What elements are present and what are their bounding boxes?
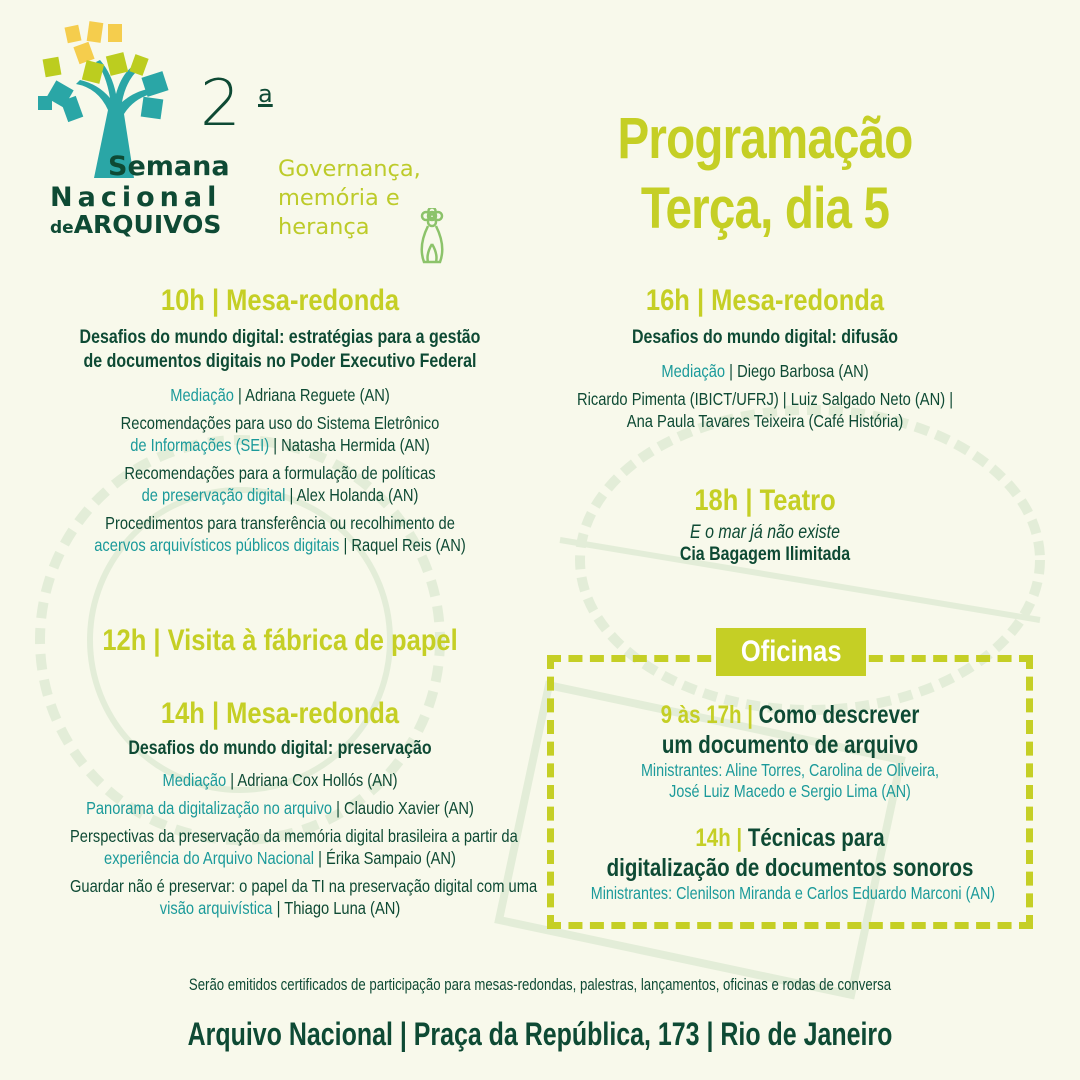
mediation-line: Mediação | Diego Barbosa (AN) <box>661 361 869 381</box>
session-heading: 16h | Mesa-redonda <box>645 284 885 317</box>
logo-line-arquivos: deARQUIVOS <box>50 210 222 239</box>
session-18h <box>540 484 990 566</box>
session-heading: 14h | Mesa-redonda <box>160 697 400 730</box>
certificate-note: Serão emitidos certificados de participação para mesas-redondas, palestras, lançamentos, oficinas e rodas de conversa <box>188 976 892 994</box>
talk-line: de preservação digital | Alex Holanda (AN) <box>141 485 419 505</box>
talk-title: Recomendações para uso do Sistema Eletrônico <box>120 413 440 433</box>
play-title: E o mar já não existe <box>690 522 840 543</box>
panelists-line: Ricardo Pimenta (IBICT/UFRJ) | Luiz Salgado Neto (AN) | <box>576 389 954 409</box>
talk-title: Recomendações para a formulação de políticas <box>124 463 436 483</box>
page-title-line-1: Programação <box>617 106 913 171</box>
venue-address: Arquivo Nacional | Praça da República, 173 | Rio de Janeiro <box>187 1016 893 1052</box>
mediation-line: Mediação | Adriana Reguete (AN) <box>170 385 390 405</box>
tagline: Governança, memória e herança <box>278 156 421 240</box>
event-logo <box>30 14 470 274</box>
talk-line: Panorama da digitalização no arquivo | Claudio Xavier (AN) <box>86 798 474 818</box>
talk-line: de Informações (SEI) | Natasha Hermida (AN) <box>130 435 430 455</box>
session-16h <box>540 284 990 432</box>
logo-line-semana: Semana <box>108 151 230 182</box>
mediation-line: Mediação | Adriana Cox Hollós (AN) <box>162 770 398 790</box>
session-subtitle: de documentos digitais no Poder Executivo Federal <box>83 351 477 372</box>
session-12h <box>30 624 530 658</box>
oficinas-label: Oficinas <box>716 628 866 676</box>
talk-title: Guardar não é preservar: o papel da TI na preservação digital com uma <box>70 876 538 896</box>
talk-line: acervos arquivísticos públicos digitais | Raquel Reis (AN) <box>94 535 466 555</box>
session-subtitle: Desafios do mundo digital: estratégias para a gestão <box>79 327 481 348</box>
workshop-instructors: Ministrantes: Aline Torres, Carolina de Oliveira, <box>640 760 940 780</box>
workshop-instructors: José Luiz Macedo e Sergio Lima (AN) <box>669 781 911 801</box>
workshop-1: 9 às 17h | Como descrever um documento de arquivo Ministrantes: Aline Torres, Carolina de Oliveira, José Luiz Macedo e Sergio Lima (AN) <box>547 700 1033 802</box>
workshop-title: digitalização de documentos sonoros <box>606 854 974 882</box>
page-title-line-2: Terça, dia 5 <box>640 176 890 241</box>
session-heading: 18h | Teatro <box>694 484 836 517</box>
talk-line: experiência do Arquivo Nacional | Érika Sampaio (AN) <box>104 848 456 868</box>
edition-ordinal: a <box>258 80 273 108</box>
panelists-line: Ana Paula Tavares Teixeira (Café História) <box>626 411 904 431</box>
session-subtitle: Desafios do mundo digital: preservação <box>128 738 432 759</box>
session-subtitle: Desafios do mundo digital: difusão <box>631 327 899 348</box>
edition-number: 2 <box>200 67 241 141</box>
workshop-2: 14h | Técnicas para digitalização de documentos sonoros Ministrantes: Clenilson Miranda e Carlos Eduardo Marconi (AN) <box>590 824 996 903</box>
session-10h <box>30 284 530 556</box>
session-14h <box>30 697 538 919</box>
flower-figure-icon <box>416 208 448 266</box>
logo-line-nacional: Nacional <box>50 182 222 213</box>
workshop-title: um documento de arquivo <box>661 731 919 759</box>
workshop-instructors: Ministrantes: Clenilson Miranda e Carlos Eduardo Marconi (AN) <box>590 883 996 903</box>
theater-company: Cia Bagagem Ilimitada <box>679 544 851 565</box>
talk-line: visão arquivística | Thiago Luna (AN) <box>159 898 401 918</box>
session-heading: 10h | Mesa-redonda <box>160 284 400 317</box>
session-heading: 12h | Visita à fábrica de papel <box>102 624 458 657</box>
talk-title: Perspectivas da preservação da memória digital brasileira a partir da <box>70 826 518 846</box>
talk-title: Procedimentos para transferência ou recolhimento de <box>105 513 455 533</box>
